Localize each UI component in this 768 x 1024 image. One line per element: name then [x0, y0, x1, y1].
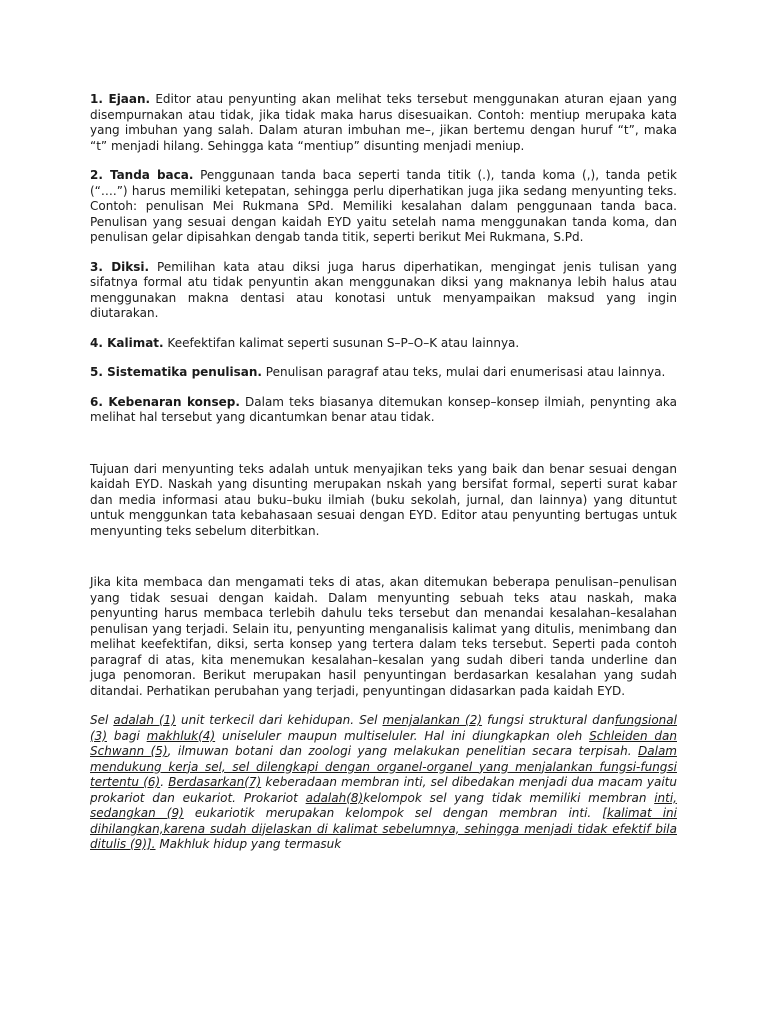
- edited-word: makhluk(4): [146, 728, 216, 743]
- item-heading: 5. Sistematika penulisan.: [90, 365, 262, 379]
- item-text: Penggunaan tanda baca seperti tanda titik (.), tanda koma (,), tanda petik (“….”) harus memiliki ketepatan, sehingga perlu diperhatikan juga jika sedang menyunting teks. Contoh: penulisan Mei Rukmana SPd. Memiliki kesalahan dalam penggunaan tanda baca. Penulisan yang sesuai dengan kaidah EYD yaitu setelah nama menggunakan tanda koma, dan penulisan gelar dipisahkan dengab tanda titik, seperti berikut Mei Rukmana, S.Pd.: [90, 168, 677, 244]
- item-heading: 6. Kebenaran konsep.: [90, 394, 240, 409]
- example-text: uniseluler maupun multiseluler. Hal ini diungkapkan oleh: [215, 728, 590, 743]
- edited-word: inti, sedangkan (9): [90, 790, 677, 820]
- list-item-tanda-baca: [90, 168, 677, 246]
- item-text: Dalam teks biasanya ditemukan konsep–konsep ilmiah, penynting aka melihat hal tersebut yang dicantumkan benar atau tidak.: [90, 394, 678, 424]
- item-heading: 1. Ejaan.: [90, 92, 151, 106]
- list-item-sistematika: [90, 365, 677, 381]
- example-paragraph: [90, 713, 677, 853]
- list-item-diksi: [90, 260, 677, 322]
- item-heading: 2. Tanda baca.: [90, 168, 194, 182]
- item-heading: 4. Kalimat.: [90, 335, 164, 350]
- paragraph-jika: Jika kita membaca dan mengamati teks di atas, akan ditemukan beberapa penulisan–penulisan yang tidak sesuai dengan kaidah. Dalam menyunting sebuah teks atau naskah, maka penyunting harus membaca terlebih dahulu teks tersebut dan menandai kesalahan–kesalahan penulisan yang terjadi. Selain itu, penyunting menganalisis kalimat yang ditulis, menimbang dan melihat keefektifan, diksi, serta konsep yang tertera dalam teks tersebut. Seperti pada contoh paragraf di atas, kita menemukan kesalahan–kesalan yang sudah diberi tanda underline dan juga penomoran. Berikut merupakan hasil penyuntingan berdasarkan kesalahan yang sudah ditandai. Perhatikan perubahan yang terjadi, penyuntingan didasarkan pada kaidah EYD.: [90, 575, 677, 698]
- item-text: Editor atau penyunting akan melihat teks tersebut menggunakan aturan ejaan yang disempurnakan atau tidak, jika tidak maka harus disesuaikan. Contoh: mentiup merupaka kata yang imbuhan yang salah. Dalam aturan imbuhan me–, jikan bertemu dengan huruf “t”, maka “t” menjadi hilang. Sehingga kata “mentiup” disunting menjadi meniup.: [90, 92, 677, 153]
- list-item-kebenaran-konsep: [90, 395, 677, 426]
- example-text: unit terkecil dari kehidupan. Sel: [176, 713, 383, 727]
- example-text: bagi: [107, 728, 147, 743]
- spacer: [90, 553, 677, 575]
- example-text: keberadaan membran inti, sel dibedakan menjadi dua macam yaitu prokariot dan eukariot. Prokariot: [90, 775, 677, 805]
- item-heading: 3. Diksi.: [90, 259, 150, 274]
- paragraph-tujuan: Tujuan dari menyunting teks adalah untuk menyajikan teks yang baik dan benar sesuai dengan kaidah EYD. Naskah yang disunting merupakan nskah yang bersifat formal, seperti surat kabar dan media informasi atau buku–buku ilmiah (buku sekolah, jurnal, dan lainnya) yang dituntut untuk menggunkan tata kebahasaan sesuai dengan EYD. Editor atau penyunting bertugas untuk menyunting teks sebelum diterbitkan.: [90, 461, 677, 538]
- item-text: Keefektifan kalimat seperti susunan S–P–O–K atau lainnya.: [163, 335, 520, 350]
- example-text: eukariotik merupakan kelompok sel dengan membran inti.: [183, 806, 603, 820]
- example-text: Sel: [90, 713, 114, 727]
- edited-word: fungsional (3): [90, 713, 677, 743]
- edited-word: Schleiden dan Schwann (5): [90, 728, 677, 758]
- item-text: Penulisan paragraf atau teks, mulai dari enumerisasi atau lainnya.: [261, 365, 666, 379]
- list-item-kalimat: [90, 336, 677, 352]
- list-item-ejaan: [90, 92, 677, 154]
- item-text: Pemilihan kata atau diksi juga harus diperhatikan, mengingat jenis tulisan yang sifatnya formal atu tidak penyuntin akan menggunakan diksi yang maknanya lebih halus atau menggunakan makna dentasi atau konotasi untuk menyampaikan maksud yang ingin diutarakan.: [90, 259, 677, 320]
- example-text: , ilmuwan botani dan zoologi yang melakukan penelitian secara terpisah.: [167, 744, 639, 758]
- edited-word: Berdasarkan(7): [168, 775, 262, 789]
- document-page: [90, 92, 677, 853]
- example-text: fungsi struktural dan: [482, 713, 615, 727]
- example-text: .: [160, 775, 169, 789]
- spacer: [90, 440, 677, 462]
- edited-note: [kalimat ini dihilangkan,karena sudah dijelaskan di kalimat sebelumnya, sehingga menjadi tidak efektif bila ditulis (9)].: [90, 806, 677, 851]
- edited-word: adalah (1): [113, 713, 176, 727]
- edited-word: menjalankan (2): [382, 713, 483, 727]
- example-text: Makhluk hidup yang termasuk: [155, 837, 342, 851]
- edited-word: adalah(8): [305, 790, 364, 805]
- edited-sentence: Dalam mendukung kerja sel, sel dilengkapi dengan organel-organel yang menjalankan fungsi-fungsi tertentu (6): [90, 744, 677, 789]
- example-text: kelompok sel yang tidak memiliki membran: [363, 790, 655, 805]
